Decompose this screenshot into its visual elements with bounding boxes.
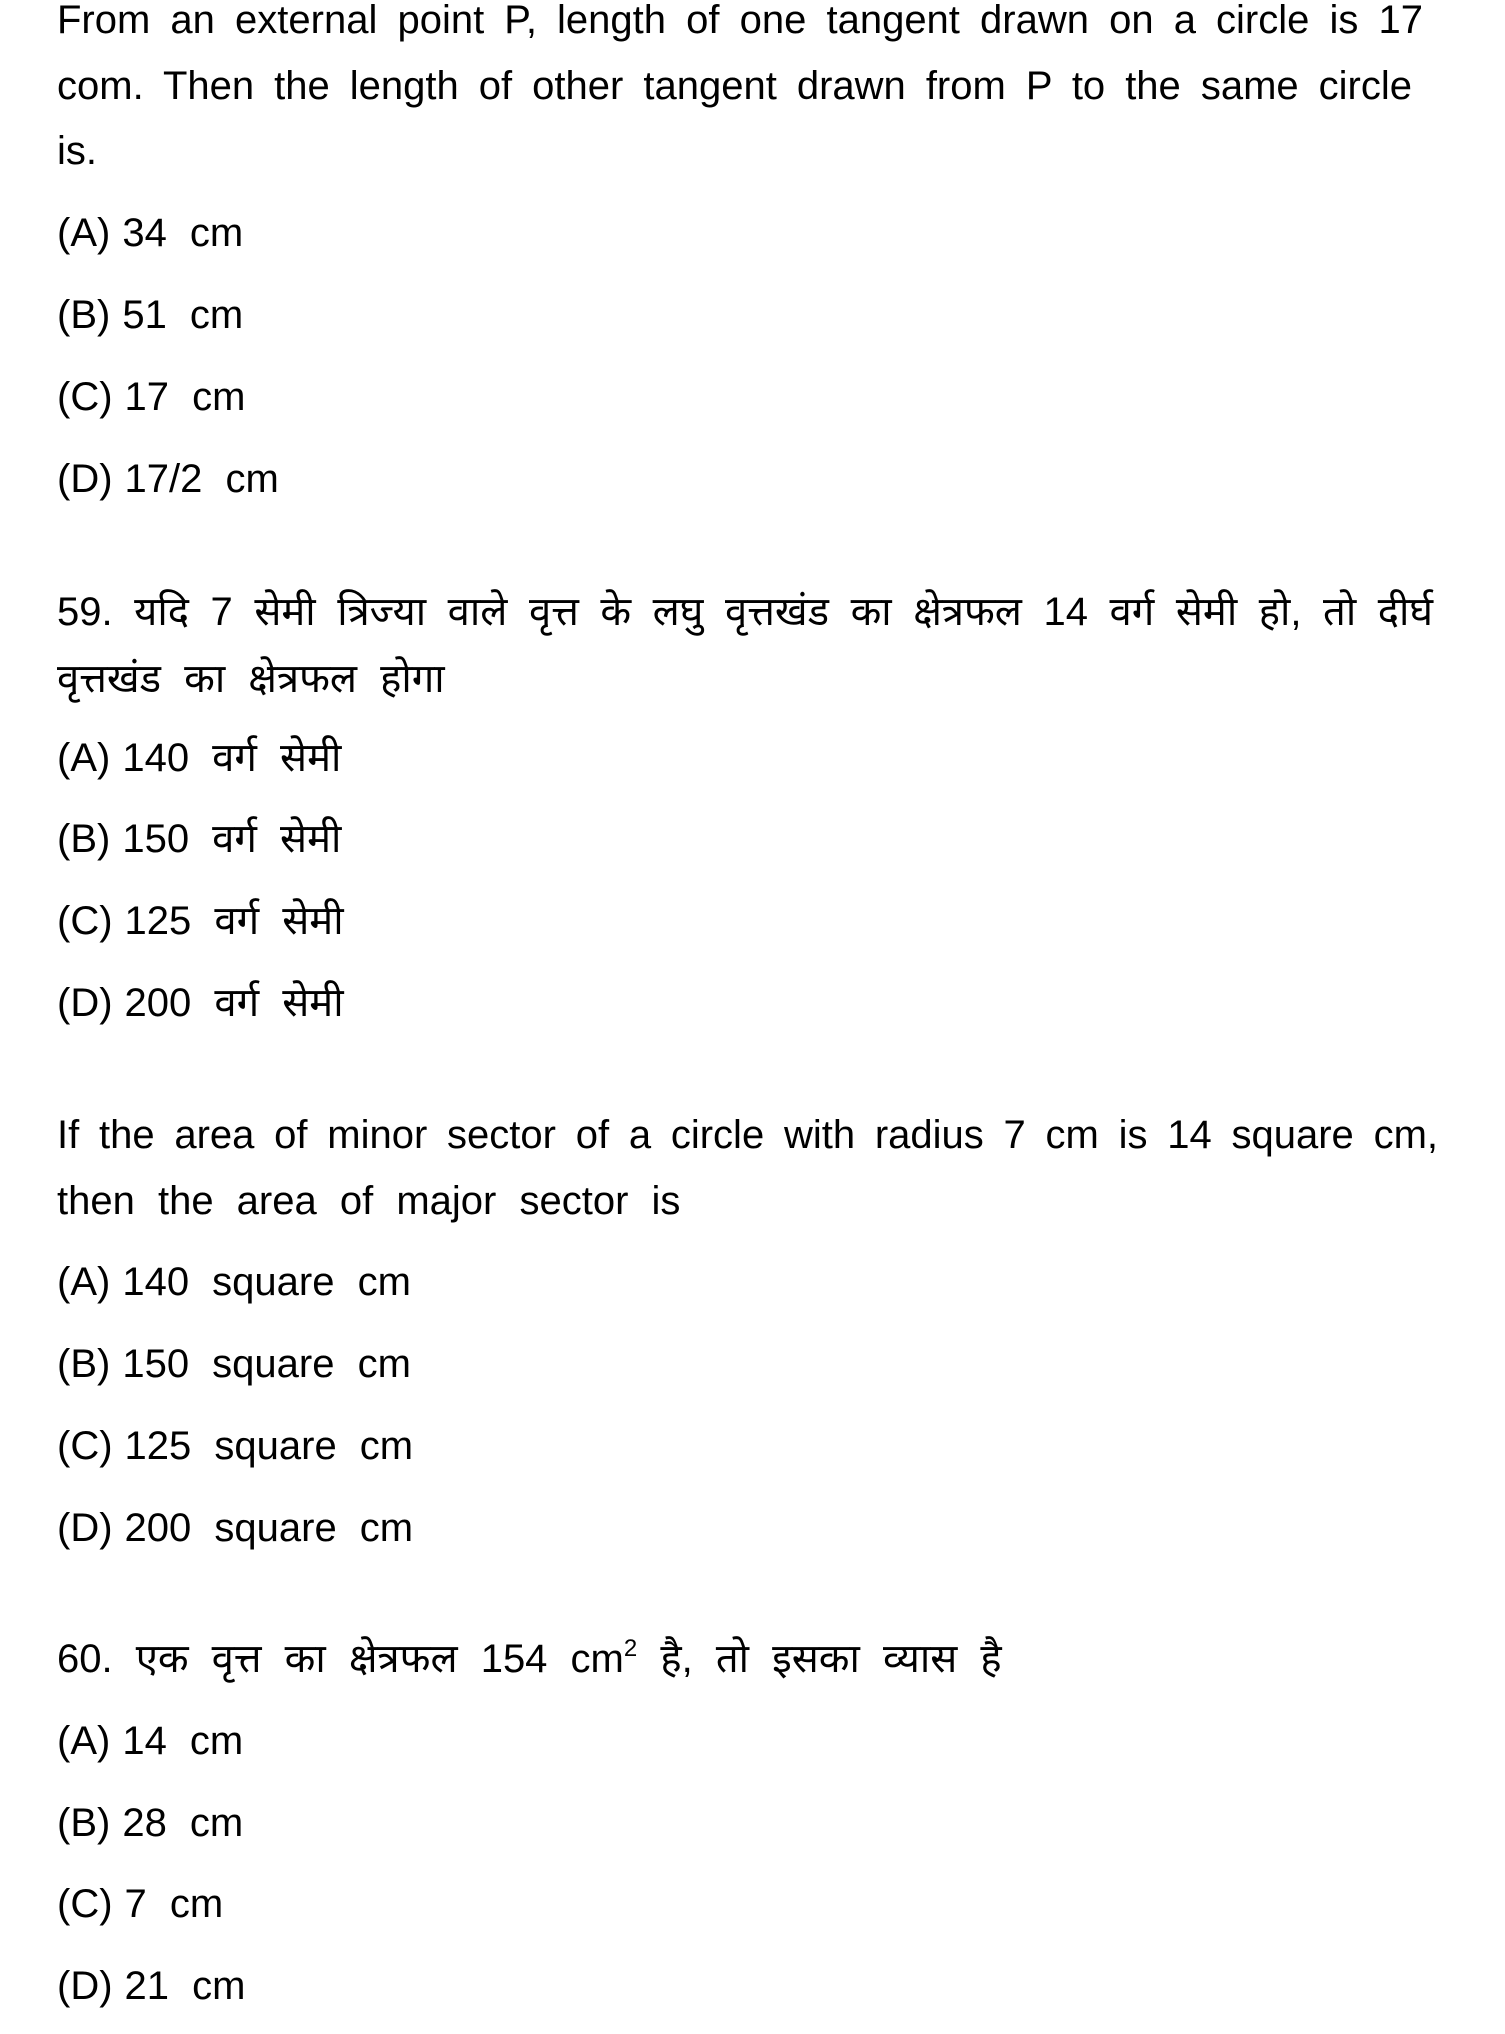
option-label: (C) — [57, 899, 113, 943]
option-label: (D) — [57, 1506, 113, 1550]
option-label: (A) — [57, 211, 111, 255]
option-label: (C) — [57, 1424, 113, 1468]
option-c[interactable] — [57, 1884, 223, 1924]
option-text: 125 square cm — [124, 1424, 414, 1468]
option-label: (A) — [57, 1719, 111, 1763]
option-text: 14 cm — [122, 1719, 244, 1763]
option-c[interactable] — [57, 377, 245, 417]
option-a[interactable] — [57, 1721, 243, 1761]
option-label: (C) — [57, 375, 113, 419]
option-text: 7 cm — [124, 1882, 224, 1926]
option-text: 200 square cm — [124, 1506, 414, 1550]
question-text-line — [57, 1635, 1002, 1681]
option-text: 51 cm — [122, 293, 244, 337]
option-label: (D) — [57, 1964, 113, 2008]
question-text-line: is. — [57, 129, 97, 173]
question-stem: 60. एक वृत्त का क्षेत्रफल 154 cm — [57, 1637, 624, 1681]
option-text: 21 cm — [124, 1964, 246, 2008]
option-label: (A) — [57, 736, 111, 780]
option-b[interactable] — [57, 1344, 411, 1384]
option-text: 34 cm — [122, 211, 244, 255]
option-text: 17/2 cm — [124, 457, 279, 501]
question-text-line: 59. यदि 7 सेमी त्रिज्या वाले वृत्त के लघु वृत्तखंड का क्षेत्रफल 14 वर्ग सेमी हो, तो दीर्घ — [57, 590, 1433, 634]
option-a[interactable] — [57, 213, 243, 253]
question-stem-end: है, तो इसका व्यास है — [637, 1637, 1002, 1681]
option-label: (D) — [57, 981, 113, 1025]
option-d[interactable] — [57, 459, 279, 499]
question-text-line: then the area of major sector is — [57, 1179, 681, 1223]
question-text-line: From an external point P, length of one tangent drawn on a circle is 17 — [57, 0, 1423, 42]
option-label: (B) — [57, 293, 111, 337]
option-text: 140 square cm — [122, 1260, 411, 1304]
option-label: (C) — [57, 1882, 113, 1926]
option-c[interactable] — [57, 901, 344, 941]
option-a[interactable] — [57, 738, 341, 778]
option-label: (B) — [57, 1342, 111, 1386]
option-b[interactable] — [57, 295, 243, 335]
option-d[interactable] — [57, 983, 344, 1023]
option-text: 150 square cm — [122, 1342, 411, 1386]
option-text: 150 वर्ग सेमी — [122, 817, 342, 861]
option-label: (D) — [57, 457, 113, 501]
question-text-line: If the area of minor sector of a circle with radius 7 cm is 14 square cm, — [57, 1113, 1438, 1157]
option-label: (B) — [57, 1801, 111, 1845]
question-text-line: वृत्तखंड का क्षेत्रफल होगा — [57, 657, 445, 701]
superscript-exponent: 2 — [623, 1635, 638, 1662]
option-c[interactable] — [57, 1426, 413, 1466]
option-b[interactable] — [57, 819, 341, 859]
option-d[interactable] — [57, 1508, 413, 1548]
option-text: 125 वर्ग सेमी — [124, 899, 344, 943]
question-text-line: com. Then the length of other tangent drawn from P to the same circle — [57, 64, 1412, 108]
option-label: (A) — [57, 1260, 111, 1304]
option-b[interactable] — [57, 1803, 243, 1843]
option-text: 140 वर्ग सेमी — [122, 736, 342, 780]
option-text: 17 cm — [124, 375, 246, 419]
option-label: (B) — [57, 817, 111, 861]
option-d[interactable] — [57, 1966, 245, 2006]
option-a[interactable] — [57, 1262, 411, 1302]
option-text: 28 cm — [122, 1801, 244, 1845]
option-text: 200 वर्ग सेमी — [124, 981, 344, 1025]
